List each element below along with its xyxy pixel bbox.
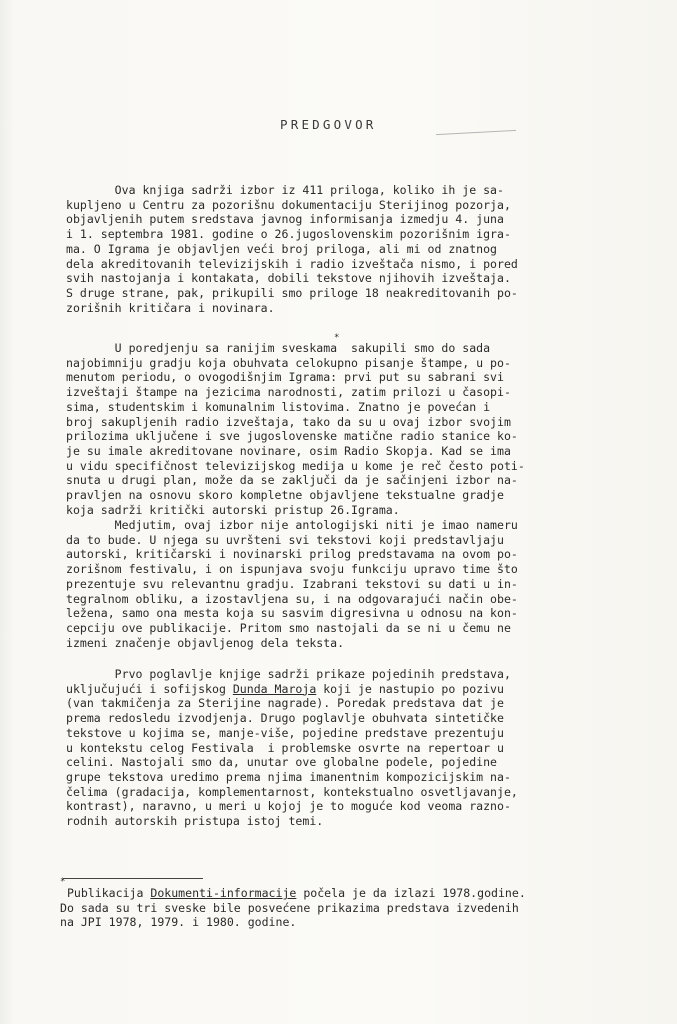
footnote-marker: *	[60, 877, 66, 887]
paragraph-4-line-1: Prvo poglavlje knjige sadrži prikaze pojedinih predstava,	[66, 667, 511, 681]
paragraph-4-rest-line-2: prema redosledu izvodjenja. Drugo poglavlje obuhvata sintetičke	[66, 711, 504, 726]
paragraph-1	[66, 183, 662, 315]
paragraph-1-line-2: kupljeno u Centru za pozorišnu dokumentaciju Sterijinog pozorja,	[66, 197, 511, 212]
paragraph-2-line-7: prilozima uključene i sve jugoslovenske matične radio stanice ko-	[66, 429, 518, 444]
footnote-rest	[60, 901, 519, 930]
paragraph-2-line-10: snuta u drugi plan, može da se zaključi da je sačinjeni izbor na-	[66, 473, 518, 488]
paragraph-2-line-4: izveštaji štampe na jezicima narodnosti, zatim prilozi u časopi-	[66, 385, 511, 400]
paragraph-4-rest-line-9: rodnih autorskih pristupa istoj temi.	[66, 814, 324, 829]
footnote-rule	[63, 878, 203, 879]
paragraph-1-line-8: S druge strane, pak, prikupili smo priloge 18 neakreditovanih po-	[66, 285, 518, 300]
paragraph-4-rest-line-4: u kontekstu celog Festivala i problemske osvrte na repertoar u	[66, 740, 504, 755]
footnote-rest-line-2: na JPI 1978, 1979. i 1980. godine.	[60, 915, 297, 930]
paragraph-1-line-4: i 1. septembra 1981. godine o 26.jugoslovenskim pozorišnim igra-	[66, 227, 511, 242]
paragraph-2-line-8: je su imale akreditovane novinare, osim Radio Skopja. Kad se ima	[66, 443, 511, 458]
paragraph-4-rest	[66, 696, 518, 828]
paragraph-2-line-6: broj sakupljenih radio izveštaja, tako da su u ovaj izbor svojim	[66, 414, 511, 429]
paragraph-1-line-1: Ova knjiga sadrži izbor iz 411 priloga, koliko ih je sa-	[66, 183, 504, 197]
paragraph-4-line-2: uključujući i sofijskog Dunda Maroja koji je nastupio po pozivu	[66, 681, 504, 696]
paragraph-2-line-3: menutom periodu, o ovogodišnjim Igrama: prvi put su sabrani svi	[66, 370, 504, 385]
paragraph-2-line-11: pravljen na osnovu skoro kompletne objavljene tekstualne gradje	[66, 488, 504, 503]
paragraph-2-line-9: u vidu specifičnost televizijskog medija u kome je reč često poti-	[66, 458, 525, 473]
paragraph-1-line-7: svih nastojanja i kontakata, dobili tekstove njihovih izveštaja.	[66, 271, 511, 286]
paragraph-3	[66, 518, 662, 650]
title-stroke	[436, 130, 516, 135]
paragraph-1-line-5: ma. O Igrama je objavljen veći broj priloga, ali mi od znatnog	[66, 241, 498, 256]
paragraph-3-line-6: tegralnom obliku, a izostavljena su, i na odgovarajući način obe-	[66, 591, 518, 606]
paragraph-4-rest-line-7: čelima (gradacija, komplementarnost, kontekstualno osvetljavanje,	[66, 784, 518, 799]
paragraph-3-line-3: autorski, kritičarski i novinarski prilog predstavama na ovom po-	[66, 547, 518, 562]
paragraph-3-line-9: izmeni značenje objavljenog dela teksta.	[66, 635, 345, 650]
paragraph-4-rest-line-3: tekstove u kojima se, manje-više, pojedine predstave prezentuju	[66, 725, 504, 740]
footnote: Publikacija Dokumenti-informacije počela je da izlazi 1978.godine. Do sada su tri sveske bile posvećene prikazima predstava izvedenih na JPI 1978, 1979. i 1980. godine.	[60, 886, 526, 930]
paragraph-1-line-3: objavljenih putem sredstava javnog informisanja izmedju 4. juna	[66, 212, 504, 227]
paragraph-4-rest-line-6: grupe tekstova uredimo prema njima imanentnim kompozicijskim na-	[66, 769, 511, 784]
footnote-reference-mark: *	[334, 333, 340, 343]
paragraph-3-line-1: Medjutim, ovaj izbor nije antologijski niti je imao nameru	[66, 518, 518, 532]
paragraph-3-line-2: da to bude. U njega su uvršteni svi tekstovi koji predstavljaju	[66, 532, 504, 547]
paragraph-3-line-4: zorišnom festivalu, i on ispunjava svoju funkciju upravo time što	[66, 562, 518, 577]
paragraph-3-line-8: cepciju ove publikacije. Pritom smo nastojali da se ni u čemu ne	[66, 620, 511, 635]
play-title-dundo-maroje: Dunda Maroja	[232, 681, 317, 696]
paragraph-1-line-6: dela akreditovanih televizijskih i radio izveštača nismo, i pored	[66, 256, 518, 271]
paragraph-3-line-7: ležena, samo ona mesta koja su sasvim digresivna u odnosu na kon-	[66, 606, 518, 621]
paragraph-2-line-12: koja sadrži kritički autorski pristup 26.Igrama.	[66, 502, 400, 517]
publication-title: Dokumenti-informacije	[150, 886, 297, 900]
paragraph-2-line-2: najobimniju gradju koja obuhvata celokupno pisanje štampe, u po-	[66, 355, 511, 370]
paragraph-4	[66, 667, 662, 829]
paragraph-4-rest-line-1: (van takmičenja za Sterijine nagrade). Poredak predstava dat je	[66, 696, 504, 711]
paragraph-4-rest-line-8: kontrast), naravno, u meri u kojoj je to moguće kod veoma razno-	[66, 799, 511, 814]
paragraph-3-line-5: prezentuje svu relevantnu gradju. Izabrani tekstovi su dati u in-	[66, 576, 518, 591]
paragraph-2	[66, 341, 662, 517]
paragraph-1-line-9: zorišnih kritičara i novinara.	[66, 300, 275, 315]
paragraph-4-rest-line-5: celini. Nastojali smo da, unutar ove globalne podele, pojedine	[66, 755, 498, 770]
paragraph-2-line-1: U poredjenju sa ranijim sveskama sakupili smo do sada	[66, 341, 491, 355]
page-title: PREDGOVOR	[280, 117, 377, 132]
paragraph-2-line-5: sima, studentskim i komunalnim listovima. Znatno je povećan i	[66, 399, 491, 414]
footnote-rest-line-1: Do sada su tri sveske bile posvećene prikazima predstava izvedenih	[60, 900, 519, 915]
